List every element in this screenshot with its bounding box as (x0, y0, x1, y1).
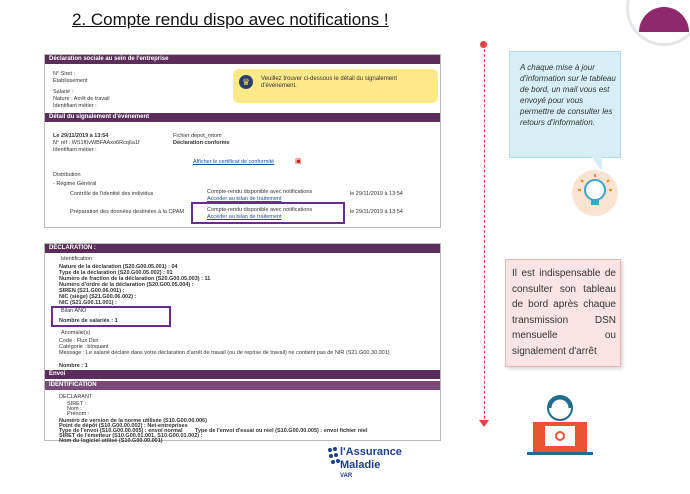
type-decl: Type de la déclaration (S20.G00.05.002) : 01 (59, 270, 173, 276)
row2-label: Préparation des données destinées à la CPAM (70, 209, 184, 215)
row2-date: le 29/11/2019 à 13:54 (350, 209, 403, 215)
type-envoi-label: Type de l'envoi (S10.G00.00.005) : envoi normal (59, 428, 183, 434)
certificat-link[interactable]: Afficher le certificat de conformité (193, 159, 275, 165)
conforme-label: Déclaration conforme (173, 140, 230, 146)
etablissement-label: Etablissement (53, 78, 88, 84)
code-label: Code : Flux Dsn (59, 338, 99, 344)
important-note-text: Il est indispensable de consulter son tableau de bord après chaque transmission DSN mensuelle ou signalement d'arrêt (512, 268, 616, 357)
identification-label: Identification (61, 256, 92, 262)
identifiant-label: Identifiant métier : (53, 103, 97, 109)
identification2-header: IDENTIFICATION (45, 381, 440, 390)
nom-label: Nom : (67, 406, 82, 412)
row2-link[interactable]: Accéder au bilan de traitement (207, 214, 282, 220)
declaration-detail-panel (44, 243, 441, 444)
corner-decoration (626, 0, 690, 46)
nic-label: NIC (siège) (S21.G00.06.002) : (59, 294, 137, 300)
nic2-label: NIC (S21.G00.11.001) : (59, 300, 117, 306)
fraction-decl: Numéro de fraction de la déclaration (S20.G00.05.003) : 11 (59, 276, 211, 282)
trophy-icon: ♛ (239, 75, 253, 89)
siret2-label: SIRET : (67, 401, 87, 407)
salarie-label: Salarié : (53, 89, 74, 95)
essai-label: Type de l'envoi d'essai ou réel (S10.G00.00.005) : envoi fichier réel (195, 428, 368, 434)
siret-emetteur-label: SIRET de l'émetteur (S10.G00.01.001, S10.G00.01.002) : (59, 433, 203, 439)
row1-status: Compte-rendu disponible avec notifications (207, 189, 313, 195)
row1-link[interactable]: Accéder au bilan de traitement (207, 196, 282, 202)
notice-box (233, 69, 438, 103)
nature-label: Nature : Arrêt de travail (53, 96, 110, 102)
identifiant2-label: Identifiant métier : (53, 147, 97, 153)
distribution-label: Distribution (53, 172, 81, 178)
pdf-icon[interactable]: ▣ (295, 158, 302, 165)
row1-label: Contrôle de l'identité des individus (70, 191, 154, 197)
detail-header: Détail du signalement d'événement (45, 113, 440, 122)
info-bubble (509, 51, 621, 158)
salaries-label: Nombre de salariés : 1 (59, 318, 118, 324)
nature-decl: Nature de la déclaration (S20.G00.05.001) : 04 (59, 264, 178, 270)
panel-header: Déclaration sociale au sein de l'entreprise (45, 55, 440, 64)
point-depot-label: Point de dépôt (S10.G00.00.002) : Net-entreprises (59, 423, 188, 429)
highlight-box-2 (51, 306, 171, 327)
envoi-header: Envoi (45, 370, 440, 379)
lightbulb-icon (572, 170, 618, 216)
declaration-panel (44, 54, 441, 228)
siret-label: N° Siret : (53, 71, 76, 77)
person-at-computer-icon (523, 390, 597, 460)
logo-line2: Maladie (340, 459, 381, 471)
fichier-label: Fichier depot_mtom (173, 133, 222, 139)
anomalies-label: Anomalie(s) (61, 330, 91, 336)
row2-status: Compte-rendu disponible avec notifications (207, 207, 313, 213)
siren-label: SIREN (S21.G00.06.001) : (59, 288, 125, 294)
logo-line3: VAR (340, 473, 353, 479)
prenom-label: Prénom : (67, 411, 90, 417)
ref-label: N° réf : WS1f0vWBFAAxo6Rcq6a1f (53, 140, 140, 146)
bubble-tail (590, 155, 602, 171)
message-label: Message : Le salarié déclaré dans votre déclaration d'arrêt de travail (ou de reprise de travail) ne contient pas de NIR (S21.G00.30.001) (59, 350, 390, 356)
ordre-decl: Numéro d'ordre de la déclaration (S20.G00.05.004) : (59, 282, 194, 288)
info-bubble-text: A chaque mise à jour d'information sur le tableau de bord, un mail vous est envoyé pour vous permettre de consulter les retours d'information. (520, 63, 616, 127)
timeline-arrow (479, 420, 489, 427)
categorie-label: Catégorie : bloquant (59, 344, 109, 350)
bilan-label: Bilan ANO (61, 308, 87, 314)
important-note (505, 259, 621, 367)
slide-title: 2. Compte rendu dispo avec notifications ! (72, 10, 389, 29)
row1-date: le 29/11/2019 à 13:54 (350, 191, 403, 197)
regime-label: - Régime Général (53, 181, 97, 187)
event-date: Le 29/11/2019 à 13:54 (53, 133, 109, 139)
timeline-line (484, 44, 485, 424)
notice-text: Veuillez trouver ci-dessous le détail du signalement d'événement. (261, 76, 398, 89)
declaration-header: DÉCLARATION : (45, 244, 440, 253)
logo-line1: l'Assurance (340, 446, 402, 458)
nombre-label: Nombre : 1 (59, 363, 88, 369)
assurance-maladie-logo (326, 442, 416, 484)
norme-label: Numéro de version de la norme utilisée (S10.G00.00.006) (59, 418, 207, 424)
timeline-dot (480, 41, 487, 48)
logiciel-label: Nom du logiciel utilisé (S10.G00.00.001) (59, 438, 163, 444)
highlight-box-1 (191, 202, 345, 224)
declarant-label: DECLARANT (59, 394, 93, 400)
